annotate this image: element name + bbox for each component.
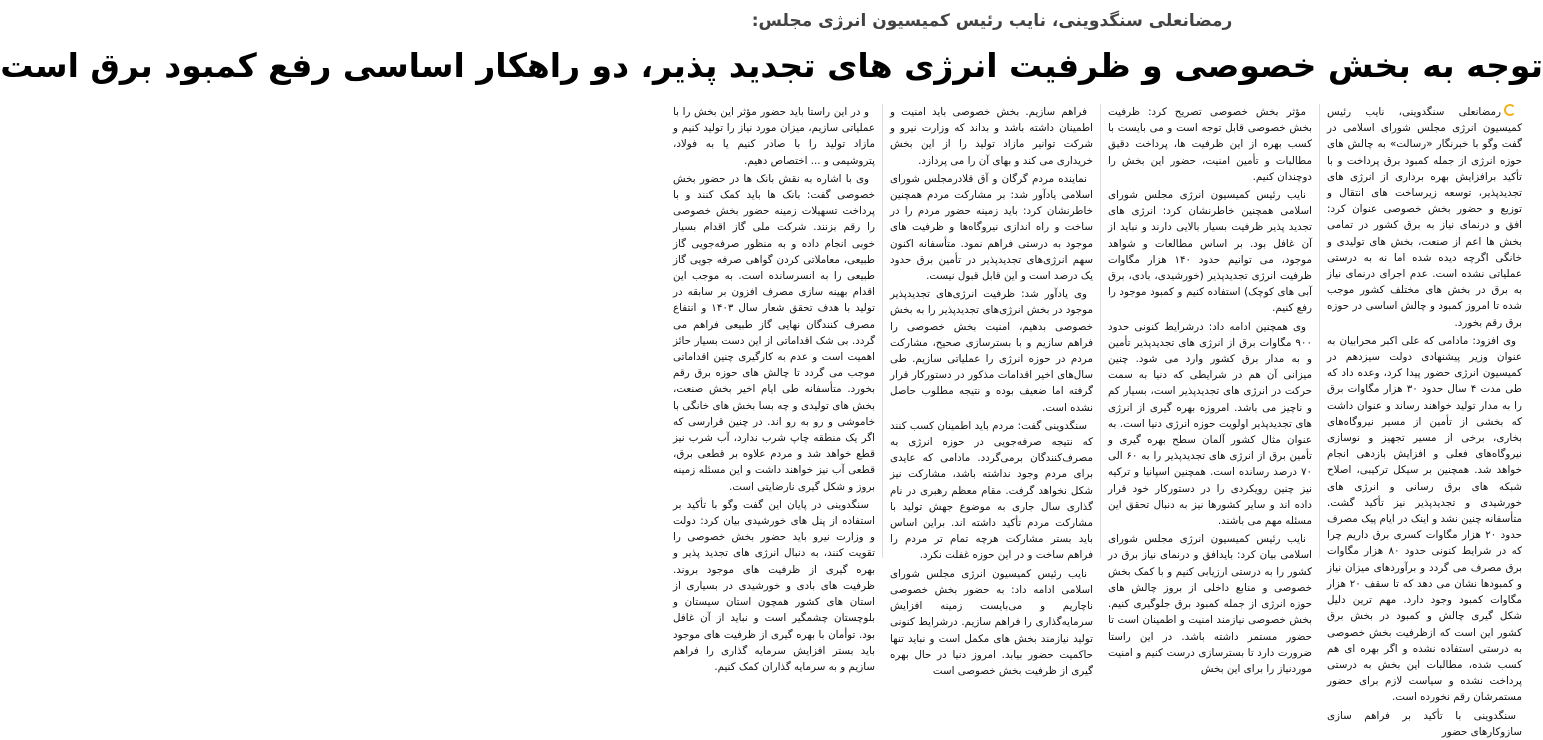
paragraph: سنگدوینی در پایان این گفت وگو با تأکید بر استفاده از پنل های خورشیدی بیان کرد: دولت و وزارت نیرو باید حضور بخش خصوصی را تقویت کنند، به دنبال انرژی های تجدید پذیر و بهره گیری از ظرفیت های موجود بروند. ظرفیت های بادی و خورشیدی در بسیاری از استان های کشور همچون استان سیستان و بلوچستان چشمگیر است و نباید از آن غافل بود. توأمان با بهره گیری از ظرفیت های موجود باید بستر افزایش سرمایه گذاری را فراهم سازیم و به سرمایه گذاران کمک کنیم. <box>673 498 875 673</box>
paragraph: فراهم سازیم. بخش خصوصی باید امنیت و اطمینان داشته باشد و بداند که وزارت نیرو و شرکت توانیر مازاد تولید را از این بخش خریداری می کند و بهای آن را می پردازد. <box>890 106 1093 167</box>
paragraph: نایب رئیس کمیسیون انرژی مجلس شورای اسلامی همچنین خاطرنشان کرد: انرژی های تجدید پذیر ظرفیت بسیار بالایی دارند و نباید از آن غافل بود. بر اساس مطالعات و شواهد موجود، می توانیم حدود ۱۴۰ هزار مگاوات ظرفیت انرژی تجدیدپذیر (خورشیدی، بادی، برق آبی های کوچک) استفاده کنیم و کمبود موجود را رفع کنیم. <box>1108 189 1312 315</box>
paragraph: مؤثر بخش خصوصی تصریح کرد: ظرفیت بخش خصوصی قابل توجه است و می بایست با کسب بهره از این ظرفیت ها، پرداخت دقیق مطالبات و تأمین امنیت، حضور این بخش را دوچندان کنیم. <box>1108 106 1312 183</box>
paragraph: رمضانعلی سنگدوینی، نایب رئیس کمیسیون انرژی مجلس شورای اسلامی در گفت وگو با خبرنگار «رسالت» به چالش های حوزه انرژی از جمله کمبود برق پرداخت و با تأکید برافزایش بهره برداری از انرژی های تجدیدپذیر، توسعه زیرساخت های انتقال و توزیع و حضور بخش خصوصی عنوان کرد: افق و درنمای نیاز به برق کشور در تمامی بخش ها اعم از صنعت، بخش های تولیدی و خانگی اگرچه دیده شده اما نه به درستی عملیاتی نشده است. عدم اجرای درنمای نیاز به برق در بخش های مختلف کشور موجب شده تا امروز کمبود و چالش اساسی در حوزه برق رقم بخورد. <box>1327 106 1522 329</box>
paragraph: سنگدوینی با تأکید بر فراهم سازی سازوکارهای حضور <box>1327 709 1522 738</box>
paragraph: سنگدوینی گفت: مردم باید اطمینان کسب کنند که نتیجه صرفه‌جویی در حوزه انرژی به مصرف‌کنندگان برمی‌گردد. مادامی که عایدی برای مردم وجود نداشته باشد، مشارکت نیز شکل نخواهد گرفت. مقام معظم رهبری در نام گذاری سال جاری به موضوع جهش تولید با مشارکت مردم تأکید داشته اند. براین اساس باید بستر مشارکت هرچه تمام تر مردم را فراهم ساخت و در این حوزه غفلت نکرد. <box>890 419 1093 562</box>
paragraph: وی یادآور شد: ظرفیت انرژی‌های تجدیدپذیر موجود در بخش انرژی‌های تجدیدپذیر را به بخش خصوصی بدهیم، امنیت بخش خصوصی را فراهم سازیم و با بسترسازی صحیح، مشارکت مردم در حوزه انرژی را عملیاتی سازیم. طی سال‌های اخیر اقدامات مذکور در دستورکار قرار گرفته اما ضعیف بوده و نتیجه مطلوب حاصل نشده است. <box>890 288 1093 414</box>
paragraph: نایب رئیس کمیسیون انرژی مجلس شورای اسلامی بیان کرد: بایدافق و درنمای نیاز برق در کشور را به درستی ارزیابی کنیم و با کمک بخش خصوصی و منابع داخلی از بروز چالش های حوزه انرژی از جمله کمبود برق جلوگیری کنیم. بخش خصوصی نیازمند امنیت و اطمینان است تا حضور مستمر داشته باشد. در این راستا ضرورت دارد تا بسترسازی درست کنیم و امنیت موردنیاز را برای این بخش <box>1108 533 1312 675</box>
paragraph: وی با اشاره به نقش بانک ها در حضور بخش خصوصی گفت: بانک ها باید کمک کنند و با پرداخت تسهیلات زمینه حضور بخش خصوصی را رقم بزنند. شرکت ملی گاز اقدام بسیار خوبی انجام داده و به منظور صرفه‌جویی گاز طبیعی، معاملاتی کردن گواهی صرفه جویی گاز طبیعی را به انسرسانده است. به موجب این اقدام بهینه سازی مصرف افزون بر سابقه در تولید با هدف تحقق شعار سال ۱۴۰۳ و انتفاع مصرف کنندگان نهایی گاز طبیعی فراهم می گردد. بی شک اقداماتی از این دست بسیار حائز اهمیت است و عدم به کارگیری چنین اقداماتی موجب می گردد تا چالش های حوزه برق رقم بخورد. متأسفانه طی ایام اخیر بخش صنعت، بخش های تولیدی و چه بسا بخش های خانگی با خاموشی و رو به رو اند. در چنین قرارسی که اگر یک منطقه چاپ شرب ندارد، آب شرب نیز قطع خواهد شد و مردم علاوه بر قطعی برق، قطعی آب نیز خواهند داشت و این مسئله زمینه بروز و شکل گیری نارضایتی است. <box>673 172 876 493</box>
paragraph: وی افزود: مادامی که علی اکبر محرابیان به عنوان وزیر پیشنهادی دولت سیزدهم در کمیسیون انرژی حضور پیدا کرد، وعده داد که طی مدت ۴ سال حدود ۳۰ هزار مگاوات برق را به مدار تولید خواهند رساند و عنوان داشت که بخشی از تأمین از مسیر نیروگاه‌های بخاری، برخی از مسیر تجهیز و نوسازی نیروگاه‌های فعلی و افزایش بازدهی انجام خواهد شد. همچنین بر سیکل ترکیبی، اصلاح شبکه های برق رسانی و انرژی های خورشیدی و تجدیدپذیر نیز تأکید گشت. متأسفانه چنین نشد و اینک در ایام پیک مصرف حدود ۲۰ هزار مگاوات کسری برق داریم چرا که در شرایط کنونی حدود ۸۰ هزار مگاوات برق مصرف می گردد و برآوردهای میزان نیاز و کمبودها نشان می دهد که تا سقف ۲۰ هزار مگاوات کمبود وجود دارد. مهم ترین دلیل شکل گیری چالش و کمبود در بخش برق کشور این است که ازظرفیت بخش خصوصی به درستی استفاده نشده و اگر بهره ای هم کسب شده، مطالبات این بخش به درستی پرداخت نشده و سیاست لازم برای حضور مستمرشان رقم نخورده است. <box>1327 334 1523 704</box>
paragraph: نایب رئیس کمیسیون انرژی مجلس شورای اسلامی ادامه داد: به حضور بخش خصوصی ناچاریم و می‌بایست زمینه افزایش سرمایه‌گذاری را فراهم سازیم. درشرایط کنونی تولید نیازمند بخش های مکمل است و نباید تنها حاکمیت حضور بیابد. امروز دنیا در حال بهره گیری از ظرفیت بخش خصوصی است <box>890 567 1093 677</box>
article-column-1 <box>1319 104 1529 738</box>
rasalat-logo-icon <box>1504 104 1516 116</box>
article-column-2 <box>1100 104 1319 675</box>
article-column-3 <box>882 104 1100 677</box>
paragraph: نماینده مردم گرگان و آق قلادرمجلس شورای اسلامی یادآور شد: بر مشارکت مردم همچنین خاطرنشان کرد: باید زمینه حضور مردم را در ساخت و راه اندازی نیروگاه‌ها و ظرفیت های موجود به درستی فراهم نمود. متأسفانه اکنون سهم انرژی‌های تجدیدپذیر در تأمین برق حدود یک درصد است و این قابل قبول نیست. <box>890 172 1093 283</box>
article-column-4 <box>666 104 882 673</box>
article-headline: توجه به بخش خصوصی و ظرفیت انرژی های تجدید پذیر، دو راهکار اساسی رفع کمبود برق است <box>0 46 1543 85</box>
article-kicker: رمضانعلی سنگدوینی، نایب رئیس کمیسیون انرژی مجلس: <box>751 11 1233 31</box>
paragraph: و در این راستا باید حضور مؤثر این بخش را با عملیاتی سازیم، میزان مورد نیاز را تولید کنیم و مازاد تولید را با صادر کنیم یا به فولاد، پتروشیمی و ... اختصاص دهیم. <box>673 106 875 167</box>
article-body <box>449 104 1529 738</box>
paragraph: وی همچنین ادامه داد: درشرایط کنونی حدود ۹۰۰ مگاوات برق از انرژی های تجدیدپذیر تأمین و به مدار برق کشور وارد می شود. چنین میزانی آن هم در شرایطی که دنیا به سمت حرکت در انرژی های تجدیدپذیر است، بسیار کم و ناچیز می باشد. امروزه بهره گیری از انرژی های تجدیدپذیر اولویت حوزه انرژی دنیا است. به عنوان مثال کشور آلمان سطح بهره گیری و تأمین برق از انرژی های تجدیدپذیر را به ۶۰ الی ۷۰ درصد رسانده است. همچنین اسپانیا و ترکیه نیز چنین رویکردی را در دستورکار خود قرار داده اند و سایر کشورها نیز به دنبال تحقق این مسئله مهم می باشند. <box>1108 320 1313 528</box>
